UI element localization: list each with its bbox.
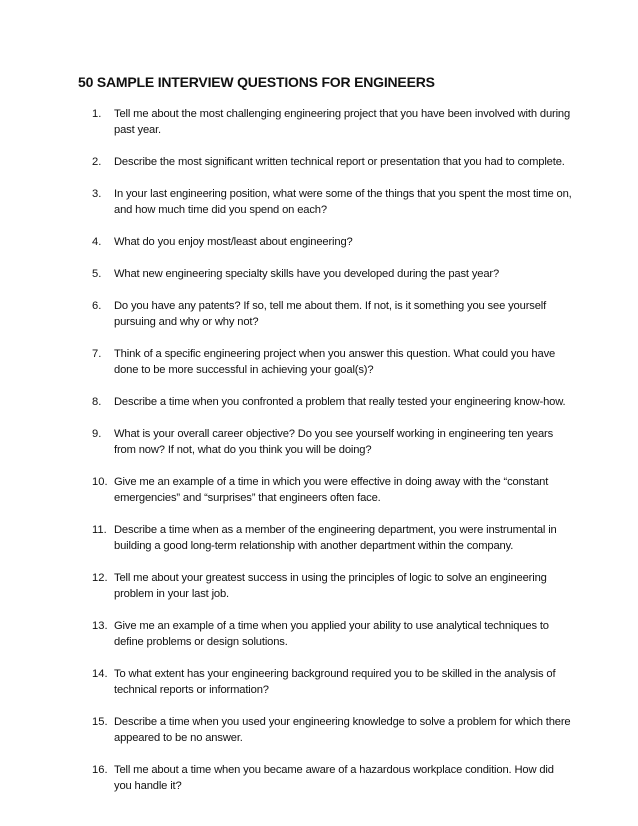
item-text: Tell me about the most challenging engineering project that you have been involved with during past year. xyxy=(114,108,571,136)
item-number: 16. xyxy=(92,764,108,776)
item-number: 5. xyxy=(92,268,102,280)
list-item xyxy=(92,298,572,330)
list-item xyxy=(92,234,572,250)
item-number: 14. xyxy=(92,668,108,680)
list-item xyxy=(92,426,572,458)
item-text: Describe a time when you confronted a problem that really tested your engineering know-how. xyxy=(114,396,566,408)
item-text: Tell me about a time when you became aware of a hazardous workplace condition. How did you handle it? xyxy=(114,764,554,792)
item-number: 3. xyxy=(92,188,102,200)
item-text: In your last engineering position, what were some of the things that you spent the most time on, and how much time did you spend on each? xyxy=(114,188,572,216)
item-number: 2. xyxy=(92,156,102,168)
item-text: Describe a time when you used your engineering knowledge to solve a problem for which there appeared to be no answer. xyxy=(114,716,571,744)
item-number: 15. xyxy=(92,716,108,728)
list-item xyxy=(92,394,572,410)
list-item xyxy=(92,618,572,650)
item-text: To what extent has your engineering background required you to be skilled in the analysis of technical reports or information? xyxy=(114,668,556,696)
list-item xyxy=(92,346,572,378)
item-text: Do you have any patents? If so, tell me about them. If not, is it something you see yourself pursuing and why or why not? xyxy=(114,300,547,328)
list-item xyxy=(92,522,572,554)
item-text: What new engineering specialty skills have you developed during the past year? xyxy=(114,268,500,280)
list-item xyxy=(92,570,572,602)
item-text: What is your overall career objective? Do you see yourself working in engineering ten years from now? If not, what do you think you will be doing? xyxy=(114,428,554,456)
item-text: Think of a specific engineering project when you answer this question. What could you have done to be more successful in achieving your goal(s)? xyxy=(114,348,556,376)
list-item xyxy=(92,666,572,698)
item-text: Give me an example of a time when you applied your ability to use analytical techniques to define problems or design solutions. xyxy=(114,620,549,648)
item-text: Describe a time when as a member of the engineering department, you were instrumental in building a good long-term relationship with another department within the company. xyxy=(114,524,557,552)
item-number: 9. xyxy=(92,428,102,440)
item-text: Give me an example of a time in which you were effective in doing away with the “constant emergencies” and “surprises” that engineers often face. xyxy=(114,476,549,504)
item-number: 6. xyxy=(92,300,102,312)
list-item xyxy=(92,154,572,170)
list-item xyxy=(92,266,572,282)
item-number: 7. xyxy=(92,348,102,360)
item-number: 10. xyxy=(92,476,108,488)
document-title: 50 SAMPLE INTERVIEW QUESTIONS FOR ENGINEERS xyxy=(78,74,435,90)
item-text: Describe the most significant written technical report or presentation that you had to complete. xyxy=(114,156,565,168)
item-number: 13. xyxy=(92,620,108,632)
item-number: 8. xyxy=(92,396,102,408)
list-item xyxy=(92,474,572,506)
list-item xyxy=(92,714,572,746)
list-item xyxy=(92,186,572,218)
list-item xyxy=(92,762,572,794)
list-item xyxy=(92,106,572,138)
item-number: 12. xyxy=(92,572,108,584)
item-number: 11. xyxy=(92,524,107,536)
question-list xyxy=(92,106,572,810)
item-text: What do you enjoy most/least about engineering? xyxy=(114,236,353,248)
item-text: Tell me about your greatest success in using the principles of logic to solve an engineering problem in your last job. xyxy=(114,572,547,600)
item-number: 4. xyxy=(92,236,102,248)
item-number: 1. xyxy=(92,108,102,120)
